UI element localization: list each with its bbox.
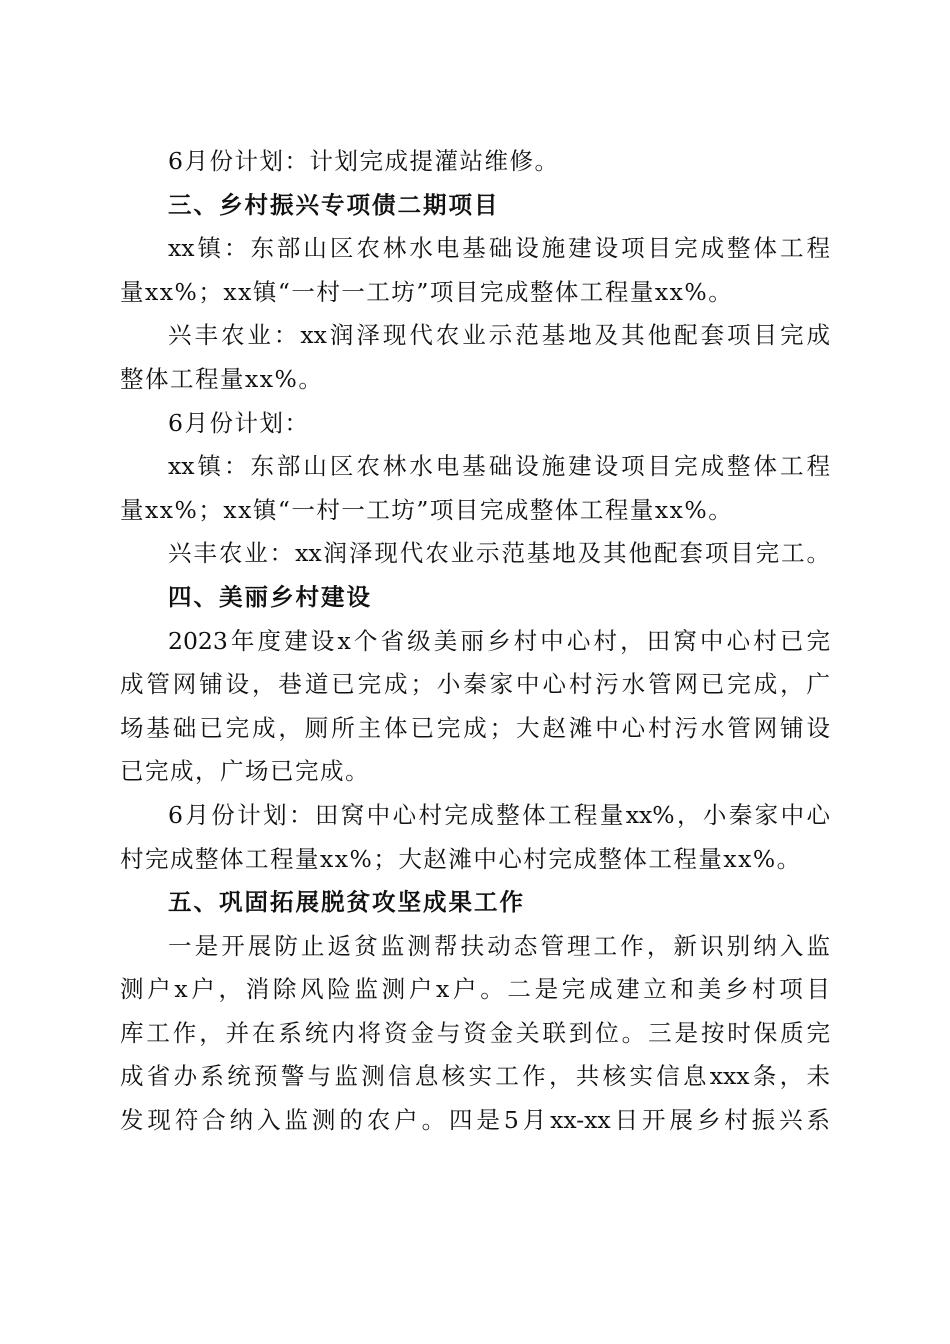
paragraph-line: 6月份计划：计划完成提灌站维修。 [168, 147, 560, 175]
paragraph-line: 兴丰农业：xx润泽现代农业示范基地及其他配套项目完工。 [168, 539, 830, 568]
paragraph-line: 一是开展防止返贫监测帮扶动态管理工作，新识别纳入监 [168, 931, 830, 960]
document-body [120, 140, 830, 1143]
paragraph-line: 2023年度建设x个省级美丽乡村中心村，田窝中心村已完 [168, 626, 830, 655]
paragraph-line: 成省办系统预警与监测信息核实工作，共核实信息xxx条，未 [120, 1062, 830, 1091]
paragraph-line: 量xx%；xx镇“一村一工坊”项目完成整体工程量xx%。 [120, 277, 734, 306]
paragraph-line: 成管网铺设，巷道已完成；小秦家中心村污水管网已完成，广 [120, 670, 830, 699]
paragraph-line: 6月份计划：田窝中心村完成整体工程量xx%，小秦家中心 [168, 800, 830, 829]
paragraph-line: xx镇：东部山区农林水电基础设施建设项目完成整体工程 [168, 452, 830, 481]
paragraph-line: 整体工程量xx%。 [120, 364, 324, 393]
paragraph-line: 兴丰农业：xx润泽现代农业示范基地及其他配套项目完成 [168, 321, 830, 350]
section-heading: 五、巩固拓展脱贫攻坚成果工作 [168, 888, 525, 917]
paragraph-line: 库工作，并在系统内将资金与资金关联到位。三是按时保质完 [120, 1018, 830, 1047]
paragraph-line: 量xx%；xx镇“一村一工坊”项目完成整体工程量xx%。 [120, 495, 734, 524]
paragraph-line: 6月份计划： [168, 408, 310, 437]
paragraph-line: xx镇：东部山区农林水电基础设施建设项目完成整体工程 [168, 234, 830, 263]
section-heading: 四、美丽乡村建设 [168, 582, 372, 611]
paragraph-line: 村完成整体工程量xx%；大赵滩中心村完成整体工程量xx%。 [120, 844, 802, 873]
paragraph-line: 场基础已完成，厕所主体已完成；大赵滩中心村污水管网铺设 [120, 713, 830, 742]
paragraph-line: 发现符合纳入监测的农户。四是5月xx-xx日开展乡村振兴系 [120, 1106, 830, 1135]
paragraph-line: 测户x户，消除风险监测户x户。二是完成建立和美乡村项目 [120, 975, 830, 1004]
section-heading: 三、乡村振兴专项债二期项目 [168, 190, 500, 219]
paragraph-line: 已完成，广场已完成。 [120, 757, 370, 786]
